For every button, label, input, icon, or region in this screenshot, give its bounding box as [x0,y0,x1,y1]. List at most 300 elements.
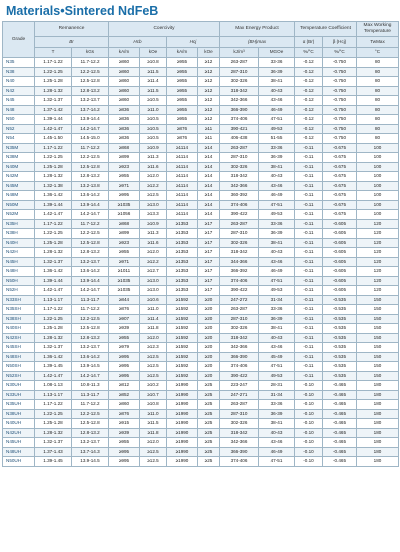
table-cell: ≥20 [198,343,220,353]
table-cell: -0.750 [323,67,357,77]
table-cell: ≥13.3 [140,210,167,220]
table-cell: ≥12.0 [140,438,167,448]
table-row [3,200,399,210]
table-cell: 180 [357,400,399,410]
table-cell: -0.605 [323,267,357,277]
table-cell: 47-51 [259,115,295,125]
table-row [3,352,399,362]
table-cell: ≥20 [198,314,220,324]
table-cell: 80 [357,77,399,87]
table-cell: 14.2-14.7 [72,210,109,220]
grade-cell: N38 [3,67,35,77]
table-cell: ≥899 [109,153,140,163]
table-cell: 180 [357,457,399,467]
table-cell: ≥10.9 [140,143,167,153]
grade-cell: N42 [3,86,35,96]
table-cell: ≥17 [198,238,220,248]
table-cell: ≥1035 [109,276,140,286]
table-cell: -0.535 [323,362,357,372]
table-cell: ≥17 [198,257,220,267]
table-cell: 36-39 [259,153,295,163]
table-cell: 36-39 [259,409,295,419]
table-cell: 302-326 [220,162,259,172]
table-cell: 120 [357,267,399,277]
table-cell: 80 [357,115,399,125]
table-cell: -0.11 [295,333,323,343]
table-cell: 1.22-1.25 [35,409,72,419]
table-cell: 80 [357,86,399,96]
table-cell: 38-41 [259,419,295,429]
table-cell: ≥17 [198,219,220,229]
table-cell: -0.10 [295,381,323,391]
table-cell: ≥12 [198,86,220,96]
table-cell: 36-39 [259,229,295,239]
table-cell: -0.750 [323,134,357,144]
table-cell: 12.5-12.8 [72,238,109,248]
table-cell: 1.13-1.17 [35,295,72,305]
table-cell: ≥1990 [167,428,198,438]
table-cell: ≥860 [109,67,140,77]
table-cell: 366-392 [220,267,259,277]
table-cell: -0.10 [295,419,323,429]
table-cell: ≥955 [109,248,140,258]
table-cell: 120 [357,229,399,239]
table-cell: ≥995 [109,352,140,362]
table-cell: 13.7-14.2 [72,105,109,115]
table-header [3,22,399,58]
table-cell: -0.675 [323,181,357,191]
grade-cell: N45UH [3,438,35,448]
table-cell: 13.2-13.7 [72,343,109,353]
table-cell: -0.605 [323,257,357,267]
table-cell: 13.9-14.4 [72,276,109,286]
table-cell: -0.11 [295,267,323,277]
table-cell: 1.22-1.25 [35,229,72,239]
grade-cell: N30UH [3,381,35,391]
table-cell: ≥12.2 [140,257,167,267]
table-cell: 150 [357,343,399,353]
grade-cell: N40 [3,77,35,87]
table-row [3,276,399,286]
table-cell: ≥923 [109,162,140,172]
table-cell: ≥915 [109,419,140,429]
table-cell: 43-46 [259,438,295,448]
table-cell: ≥11.0 [140,105,167,115]
table-cell: 33-36 [259,143,295,153]
table-cell: 38-41 [259,162,295,172]
table-cell: 180 [357,438,399,448]
grade-cell: N33UH [3,390,35,400]
table-cell: 120 [357,219,399,229]
table-cell: 150 [357,314,399,324]
table-cell: ≥11.5 [140,419,167,429]
table-cell: -0.10 [295,457,323,467]
grade-cell: N45M [3,181,35,191]
table-cell: 374-406 [220,115,259,125]
table-row [3,191,399,201]
table-cell: -0.750 [323,96,357,106]
table-cell: 287-310 [220,67,259,77]
table-cell: -0.535 [323,371,357,381]
table-cell: 40-43 [259,428,295,438]
table-cell: 100 [357,191,399,201]
table-cell: 12.5-12.8 [72,162,109,172]
table-cell: 1.17-1.22 [35,305,72,315]
table-cell: 46-49 [259,447,295,457]
table-cell: ≥14 [198,210,220,220]
table-cell: -0.675 [323,191,357,201]
grade-cell: N35UH [3,400,35,410]
table-cell: -0.11 [295,286,323,296]
table-cell: 406-438 [220,134,259,144]
table-cell: 1.42-1.47 [35,210,72,220]
table-cell: 1.32-1.38 [35,181,72,191]
table-cell: -0.605 [323,238,357,248]
table-cell: ≥852 [109,390,140,400]
energy-product-header: Max Energy Product [220,22,295,37]
table-cell: ≥10.6 [140,295,167,305]
table-cell: -0.465 [323,409,357,419]
grade-cell: N38SH [3,314,35,324]
table-cell: ≥1114 [167,143,198,153]
table-row [3,447,399,457]
table-row [3,305,399,315]
table-cell: ≥10.5 [140,134,167,144]
table-cell: -0.465 [323,457,357,467]
table-cell: 1.39-1.45 [35,362,72,372]
table-cell: 11.7-12.2 [72,58,109,68]
table-cell: ≥955 [167,115,198,125]
table-cell: 1.25-1.28 [35,238,72,248]
table-cell: 47-51 [259,276,295,286]
remanence-header: Remanence [35,22,109,37]
table-cell: 287-310 [220,229,259,239]
grade-cell: N42H [3,248,35,258]
unit-cell: °C [357,47,399,58]
table-cell: ≥12.5 [140,191,167,201]
table-cell: 14.2-14.7 [72,286,109,296]
table-cell: 11.7-12.2 [72,219,109,229]
table-cell: ≥12.0 [140,248,167,258]
table-cell: 47-51 [259,457,295,467]
grade-cell: N48UH [3,447,35,457]
table-row [3,400,399,410]
table-cell: ≥10.8 [140,58,167,68]
table-cell: 31-34 [259,390,295,400]
table-cell: ≥12.2 [140,181,167,191]
table-cell: -0.535 [323,343,357,353]
table-cell: ≥11.6 [140,238,167,248]
grade-cell: N38UH [3,409,35,419]
table-row [3,390,399,400]
table-cell: -0.11 [295,153,323,163]
table-cell: ≥860 [109,96,140,106]
table-cell: ≥1592 [167,305,198,315]
table-cell: 12.5-12.8 [72,324,109,334]
table-cell: 43-46 [259,257,295,267]
table-cell: ≥11.5 [140,86,167,96]
table-cell: ≥876 [167,134,198,144]
table-cell: 180 [357,390,399,400]
table-cell: -0.11 [295,343,323,353]
table-cell: -0.12 [295,58,323,68]
table-cell: -0.11 [295,191,323,201]
table-cell: ≥11.5 [140,67,167,77]
table-cell: 1.08-1.13 [35,381,72,391]
table-cell: ≥10.5 [140,124,167,134]
properties-table [2,21,399,467]
table-row [3,181,399,191]
unit-cell: kJ/m³ [220,47,259,58]
table-cell: 150 [357,362,399,372]
table-cell: -0.12 [295,105,323,115]
table-cell: 120 [357,248,399,258]
table-cell: 302-326 [220,238,259,248]
table-cell: ≥1353 [167,276,198,286]
table-cell: ≥1990 [167,390,198,400]
table-cell: 302-326 [220,419,259,429]
table-cell: ≥12.7 [140,267,167,277]
table-cell: 12.5-12.8 [72,419,109,429]
table-cell: ≥12 [198,67,220,77]
grade-cell: N54 [3,134,35,144]
table-cell: 36-39 [259,314,295,324]
unit-cell: MGOe [259,47,295,58]
table-cell: 80 [357,96,399,106]
table-cell: 80 [357,58,399,68]
table-cell: 38-41 [259,238,295,248]
table-cell: 302-326 [220,324,259,334]
table-cell: -0.465 [323,447,357,457]
grade-cell: N52M [3,210,35,220]
table-cell: 287-310 [220,153,259,163]
table-cell: -0.750 [323,115,357,125]
table-cell: ≥11 [198,134,220,144]
table-cell: -0.12 [295,77,323,87]
table-cell: ≥25 [198,457,220,467]
table-cell: -0.11 [295,362,323,372]
table-cell: -0.465 [323,390,357,400]
table-cell: -0.12 [295,67,323,77]
table-row [3,409,399,419]
table-cell: ≥868 [109,219,140,229]
table-cell: 1.42-1.47 [35,286,72,296]
grade-cell: N52H [3,286,35,296]
table-cell: -0.605 [323,286,357,296]
table-cell: ≥979 [109,343,140,353]
table-cell: -0.12 [295,134,323,144]
table-row [3,371,399,381]
table-cell: ≥1011 [109,267,140,277]
table-cell: 12.8-13.2 [72,86,109,96]
table-cell: 150 [357,333,399,343]
table-cell: 390-422 [220,371,259,381]
table-cell: ≥1353 [167,286,198,296]
grade-cell: N50SH [3,362,35,372]
table-cell: 1.39-1.45 [35,457,72,467]
table-cell: ≥955 [167,58,198,68]
table-row [3,257,399,267]
table-cell: ≥1353 [167,257,198,267]
grade-cell: N48M [3,191,35,201]
table-cell: 14.5-15.0 [72,134,109,144]
table-cell: 1.36-1.42 [35,267,72,277]
table-cell: 120 [357,286,399,296]
table-cell: 1.28-1.32 [35,248,72,258]
table-cell: -0.11 [295,248,323,258]
table-cell: 1.17-1.22 [35,219,72,229]
table-row [3,67,399,77]
unit-cell: kOe [198,47,220,58]
table-cell: 100 [357,181,399,191]
table-row [3,428,399,438]
unit-cell: %/°C [323,47,357,58]
table-row [3,381,399,391]
table-cell: 1.36-1.42 [35,352,72,362]
table-row [3,86,399,96]
table-cell: ≥20 [198,333,220,343]
table-cell: 43-46 [259,343,295,353]
table-row [3,324,399,334]
table-cell: ≥1035 [109,286,140,296]
table-cell: ≥995 [109,362,140,372]
table-cell: ≥995 [109,191,140,201]
table-cell: ≥14 [198,153,220,163]
table-cell: ≥1990 [167,438,198,448]
table-cell: 13.9-14.5 [72,457,109,467]
table-cell: ≥11.8 [140,324,167,334]
table-cell: ≥1353 [167,229,198,239]
grade-cell: N38H [3,229,35,239]
table-row [3,267,399,277]
table-cell: -0.11 [295,200,323,210]
table-cell: ≥1592 [167,333,198,343]
table-cell: ≥876 [109,305,140,315]
table-cell: 12.2-12.5 [72,409,109,419]
table-cell: ≥17 [198,229,220,239]
table-cell: 247-271 [220,390,259,400]
table-cell: -0.12 [295,86,323,96]
grade-cell: N52SH [3,371,35,381]
table-cell: -0.750 [323,77,357,87]
table-cell: ≥25 [198,428,220,438]
table-row [3,238,399,248]
table-cell: 1.42-1.47 [35,371,72,381]
grade-cell: N50M [3,200,35,210]
table-cell: 80 [357,124,399,134]
table-cell: 46-49 [259,105,295,115]
properties-table-wrapper [2,21,398,467]
table-cell: ≥25 [198,438,220,448]
table-cell: -0.11 [295,305,323,315]
table-cell: 14.2-14.7 [72,124,109,134]
table-cell: -0.12 [295,124,323,134]
unit-cell: kGs [72,47,109,58]
table-cell: 1.32-1.37 [35,257,72,267]
table-cell: ≥860 [109,58,140,68]
table-cell: 13.9-14.4 [72,200,109,210]
table-cell: 38-41 [259,77,295,87]
table-cell: 13.2-13.7 [72,257,109,267]
table-cell: -0.750 [323,86,357,96]
table-cell: 12.2-12.5 [72,153,109,163]
table-cell: ≥1353 [167,238,198,248]
table-cell: 49-53 [259,124,295,134]
table-cell: 40-43 [259,248,295,258]
table-cell: ≥10.8 [140,400,167,410]
table-cell: -0.535 [323,314,357,324]
table-cell: 1.45-1.50 [35,134,72,144]
hcb-header: Hcb [109,37,167,48]
table-cell: 1.36-1.42 [35,191,72,201]
table-cell: ≥12 [198,96,220,106]
unit-cell: kA/m [167,47,198,58]
table-cell: ≥11 [198,124,220,134]
table-cell: 344-366 [220,257,259,267]
table-cell: ≥1990 [167,381,198,391]
table-cell: ≥971 [109,181,140,191]
table-cell: -0.11 [295,257,323,267]
table-cell: 150 [357,371,399,381]
table-cell: 49-53 [259,286,295,296]
table-cell: ≥955 [167,105,198,115]
page-title: Materials•Sintered NdFeB [6,4,159,18]
table-cell: 374-406 [220,276,259,286]
table-cell: ≥955 [167,86,198,96]
table-cell: 11.3-11.7 [72,295,109,305]
table-cell: ≥1056 [109,210,140,220]
table-row [3,419,399,429]
table-cell: ≥20 [198,295,220,305]
table-row [3,210,399,220]
header-row-symbols [3,37,399,48]
table-cell: -0.675 [323,172,357,182]
table-cell: -0.12 [295,115,323,125]
table-cell: 120 [357,238,399,248]
table-cell: -0.10 [295,428,323,438]
table-cell: -0.11 [295,229,323,239]
table-cell: ≥11.8 [140,428,167,438]
grade-cell: N40UH [3,419,35,429]
table-cell: ≥12.5 [140,362,167,372]
table-cell: ≥1592 [167,362,198,372]
table-cell: ≥1990 [167,400,198,410]
table-row [3,162,399,172]
table-cell: 374-406 [220,200,259,210]
table-cell: -0.535 [323,333,357,343]
table-cell: 13.2-13.7 [72,438,109,448]
table-cell: ≥1592 [167,371,198,381]
table-cell: 1.13-1.17 [35,390,72,400]
table-cell: ≥13.0 [140,276,167,286]
table-cell: 150 [357,324,399,334]
grade-cell: N35 [3,58,35,68]
table-cell: ≥836 [109,124,140,134]
table-cell: ≥844 [109,295,140,305]
table-cell: -0.11 [295,314,323,324]
table-row [3,172,399,182]
table-cell: 302-326 [220,77,259,87]
table-cell: 80 [357,67,399,77]
table-cell: 318-342 [220,172,259,182]
table-cell: ≥17 [198,248,220,258]
table-row [3,438,399,448]
table-cell: 12.2-12.5 [72,314,109,324]
table-cell: ≥20 [198,305,220,315]
table-cell: -0.605 [323,248,357,258]
table-cell: 263-287 [220,58,259,68]
table-cell: 180 [357,409,399,419]
